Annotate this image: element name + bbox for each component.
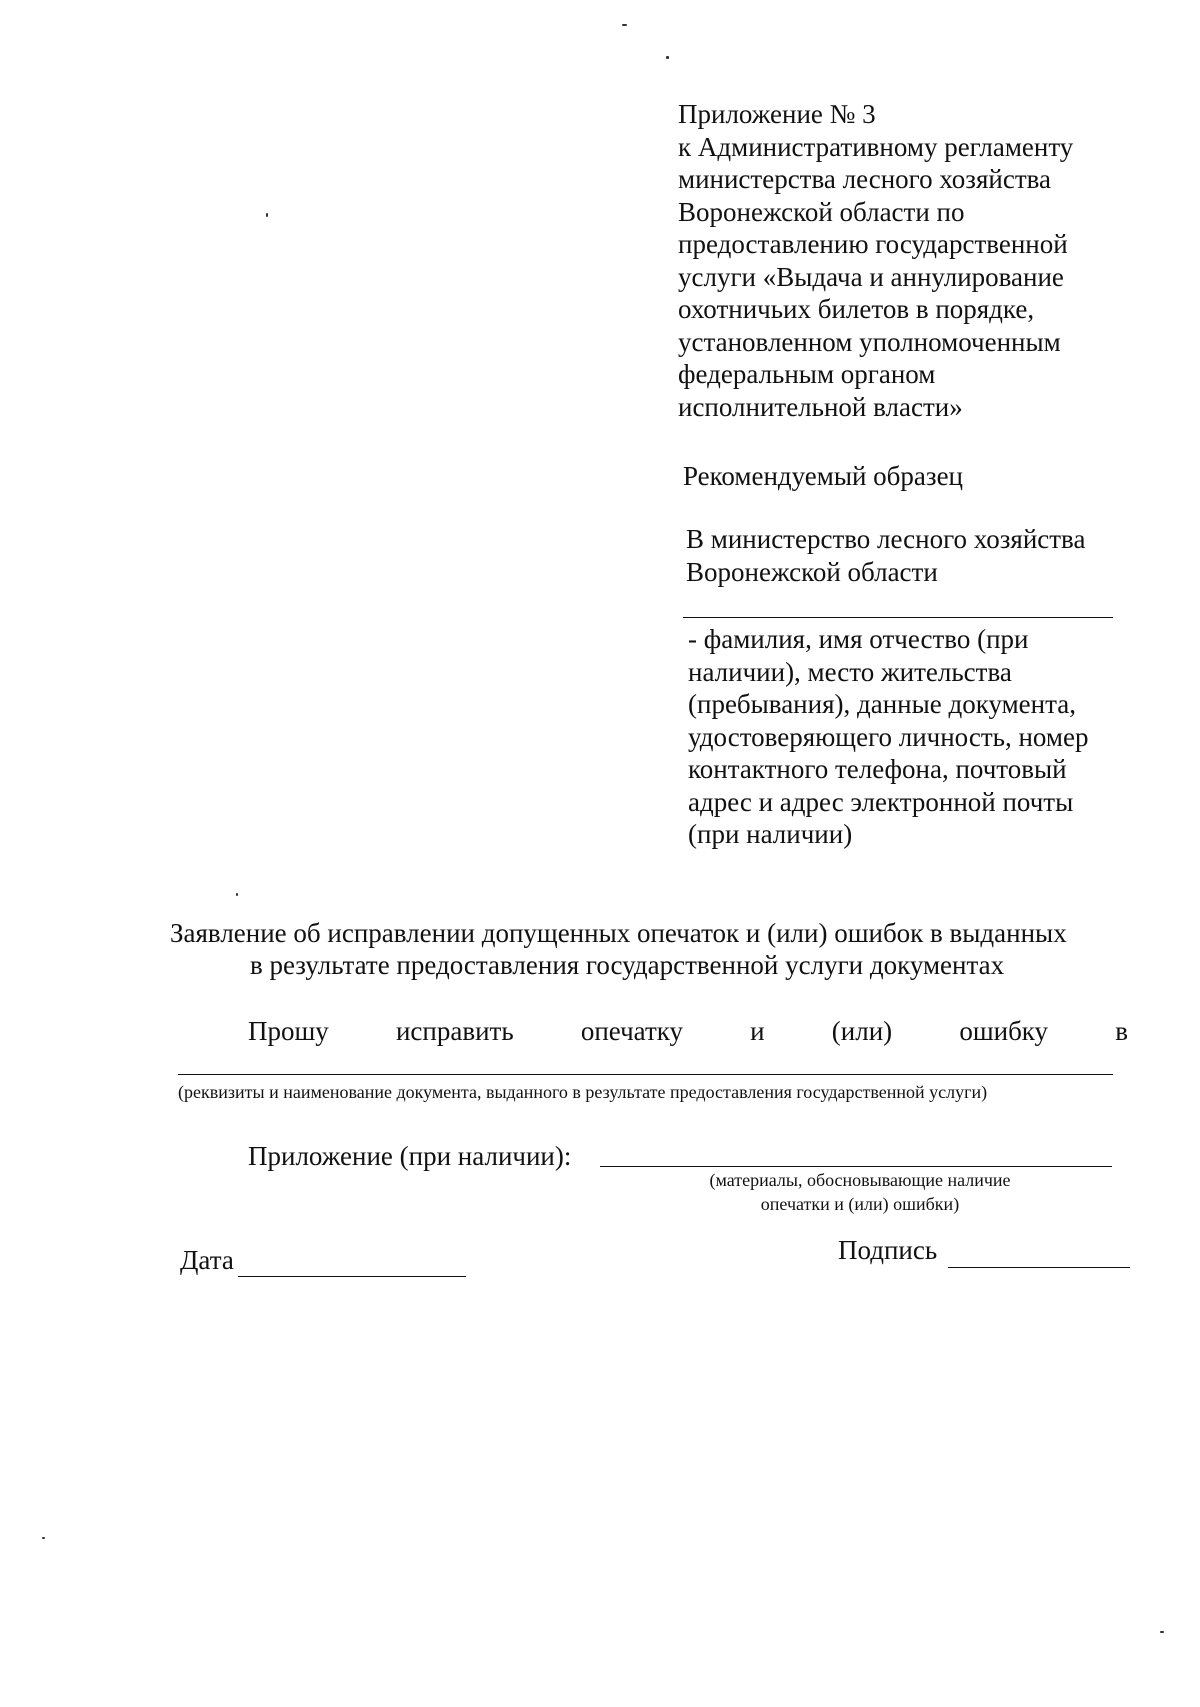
request-word: (или) <box>831 1016 893 1046</box>
request-word: в <box>1115 1016 1128 1046</box>
request-word: и <box>750 1016 765 1046</box>
applicant-caption-line: контактного телефона, почтовый <box>688 754 1067 784</box>
application-title-line: Заявление об исправлении допущенных опечаток и (или) ошибок в выданных <box>170 918 1067 948</box>
appendix-header-line: федеральным органом <box>678 359 936 389</box>
document-details-caption: (реквизиты и наименование документа, выданного в результате предоставления государственной услуги) <box>178 1082 988 1102</box>
applicant-caption-line: (пребывания), данные документа, <box>688 689 1076 719</box>
appendix-header-line: к Административному регламенту <box>678 131 1074 162</box>
appendix-header <box>678 98 1118 423</box>
addressee-line: Воронежской области <box>686 556 938 587</box>
date-label: Дата <box>180 1245 234 1275</box>
scan-speck <box>42 1537 45 1539</box>
applicant-caption-line: удостоверяющего личность, номер <box>688 721 1089 752</box>
scan-speck <box>622 24 627 26</box>
appendix-header-line: предоставлению государственной <box>678 229 1068 259</box>
attachment-caption-line: (материалы, обосновывающие наличие <box>709 1170 1011 1190</box>
attachment-caption <box>680 1168 1040 1216</box>
applicant-caption-line: (при наличии) <box>688 819 853 849</box>
appendix-header-line: исполнительной власти» <box>678 391 963 422</box>
scan-speck <box>266 213 268 217</box>
request-word: Прошу <box>248 1016 329 1046</box>
applicant-caption-line: адрес и адрес электронной почты <box>688 786 1074 817</box>
scan-speck <box>236 893 238 896</box>
appendix-header-line: министерства лесного хозяйства <box>678 164 1051 194</box>
request-word: исправить <box>395 1016 514 1046</box>
applicant-caption-line: наличии), место жительства <box>688 656 1012 687</box>
appendix-header-line: Воронежской области по <box>678 196 965 227</box>
request-sentence <box>248 1016 1128 1047</box>
signature-fill-line[interactable] <box>948 1267 1130 1268</box>
date-fill-line[interactable] <box>238 1276 466 1277</box>
document-details-fill-line[interactable] <box>178 1074 1113 1075</box>
appendix-header-line: Приложение № 3 <box>678 99 876 129</box>
signature-label: Подпись <box>838 1235 938 1265</box>
appendix-header-line: услуги «Выдача и аннулирование <box>678 261 1064 292</box>
request-word: ошибку <box>959 1016 1049 1046</box>
attachment-fill-line[interactable] <box>600 1166 1112 1167</box>
applicant-fill-line[interactable] <box>683 617 1113 618</box>
application-title <box>170 917 1170 981</box>
attachment-caption-line: опечатки и (или) ошибки) <box>760 1194 960 1214</box>
addressee-block <box>686 523 1126 588</box>
request-word: опечатку <box>580 1016 683 1046</box>
application-title-line: в результате предоставления государственной услуги документах <box>250 950 1005 980</box>
addressee-line: В министерство лесного хозяйства <box>686 524 1086 554</box>
appendix-header-line: установленном уполномоченным <box>678 326 1061 357</box>
applicant-caption-line: - фамилия, имя отчество (при <box>688 624 1029 654</box>
attachment-label: Приложение (при наличии): <box>248 1141 572 1171</box>
scan-speck <box>1160 1631 1164 1633</box>
recommended-sample-label: Рекомендуемый образец <box>683 461 964 491</box>
applicant-info-caption <box>688 623 1128 851</box>
scan-speck <box>666 56 669 59</box>
appendix-header-line: охотничьих билетов в порядке, <box>678 294 1035 324</box>
